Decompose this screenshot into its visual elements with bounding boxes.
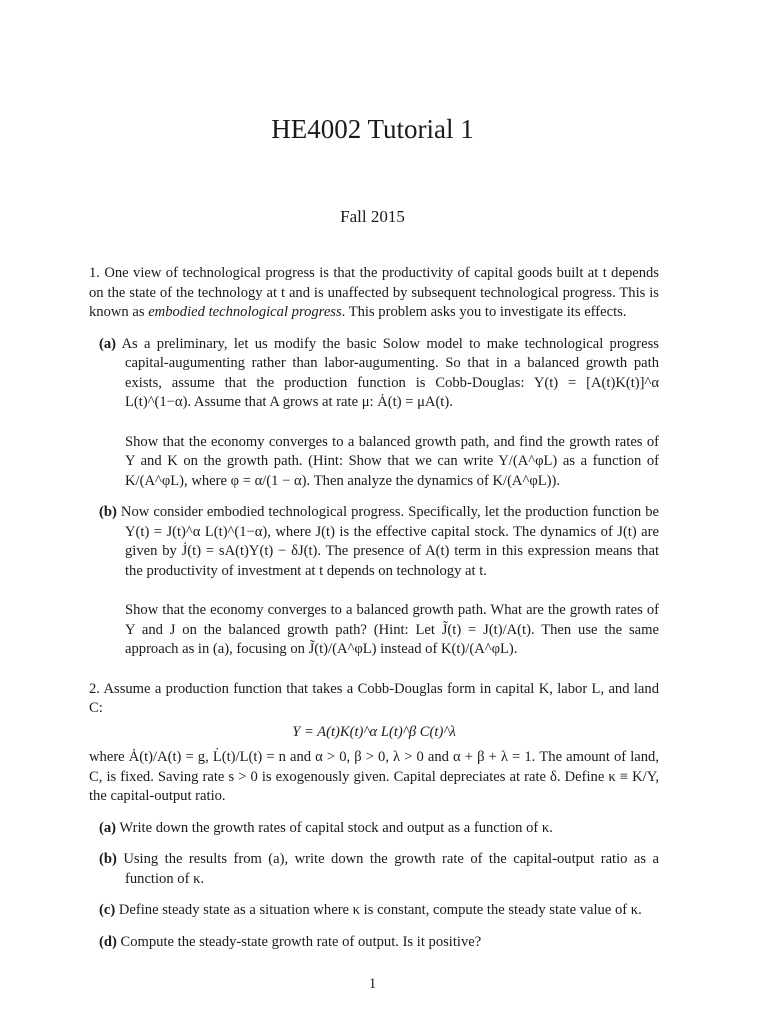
document-body [89, 264, 659, 964]
question-2a: (a) Write down the growth rates of capital stock and output as a function of κ. [99, 819, 553, 836]
page-title: HE4002 Tutorial 1 [271, 114, 474, 144]
question-1-intro: 1. One view of technological progress is that the productivity of capital goods built at t depends on the state of the technology at t and is unaffected by subsequent technological progress. This is known as embodied technological progress. This problem asks you to investigate its effects. [89, 265, 659, 320]
emphasis: embodied technological progress [148, 304, 342, 320]
question-2b: (b) Using the results from (a), write down the growth rate of the capital-output ratio as a function of κ. [99, 851, 660, 887]
question-2c: (c) Define steady state as a situation where κ is constant, compute the steady state value of κ. [99, 902, 642, 918]
question-1b-continued: Show that the economy converges to a balanced growth path. What are the growth rates of Y and J on the balanced growth path? (Hint: Let J̃(t) = J(t)/A(t). Then use the same approach as in (a), focusing on J̃(t)/(A^φL) instead of K(t)/(A^φL). [125, 602, 659, 657]
question-2-intro: 2. Assume a production function that takes a Cobb-Douglas form in capital K, labor L, and land C: [89, 680, 659, 716]
question-2d: (d) Compute the steady-state growth rate of output. Is it positive? [99, 933, 482, 950]
page-number: 1 [368, 976, 377, 992]
production-function-equation: Y = A(t)K(t)^α L(t)^β C(t)^λ [292, 723, 456, 740]
question-2-conditions: where Ȧ(t)/A(t) = g, L̇(t)/L(t) = n and α > 0, β > 0, λ > 0 and α + β + λ = 1. The amount of land, C, is fixed. Saving rate s > 0 is exogenously given. Capital depreciates at rate δ. Define κ ≡ K/Y, the capital-output ratio. [89, 749, 659, 804]
question-1b: (b) Now consider embodied technological progress. Specifically, let the production function be Y(t) = J(t)^α L(t)^(1−α), where J(t) is the effective capital stock. The dynamics of J(t) are given by J̇(t) = sA(t)Y(t) − δJ(t). The presence of A(t) term in this expression means that the productivity of investment at t depends on technology at t. [99, 504, 659, 579]
question-1a: (a) As a preliminary, let us modify the basic Solow model to make technological progress capital-augumenting rather than labor-augumenting. So that in a balanced growth path exists, assume that the production function is Cobb-Douglas: Y(t) = [A(t)K(t)]^α L(t)^(1−α). Assume that A grows at rate μ: Ȧ(t) = μA(t). [99, 335, 659, 410]
question-1a-continued: Show that the economy converges to a balanced growth path, and find the growth rates of Y and K on the growth path. (Hint: Show that we can write Y/(A^φL) as a function of K/(A^φL), where φ = α/(1 − α). Then analyze the dynamics of K/(A^φL)). [125, 433, 659, 489]
date: Fall 2015 [340, 207, 405, 226]
